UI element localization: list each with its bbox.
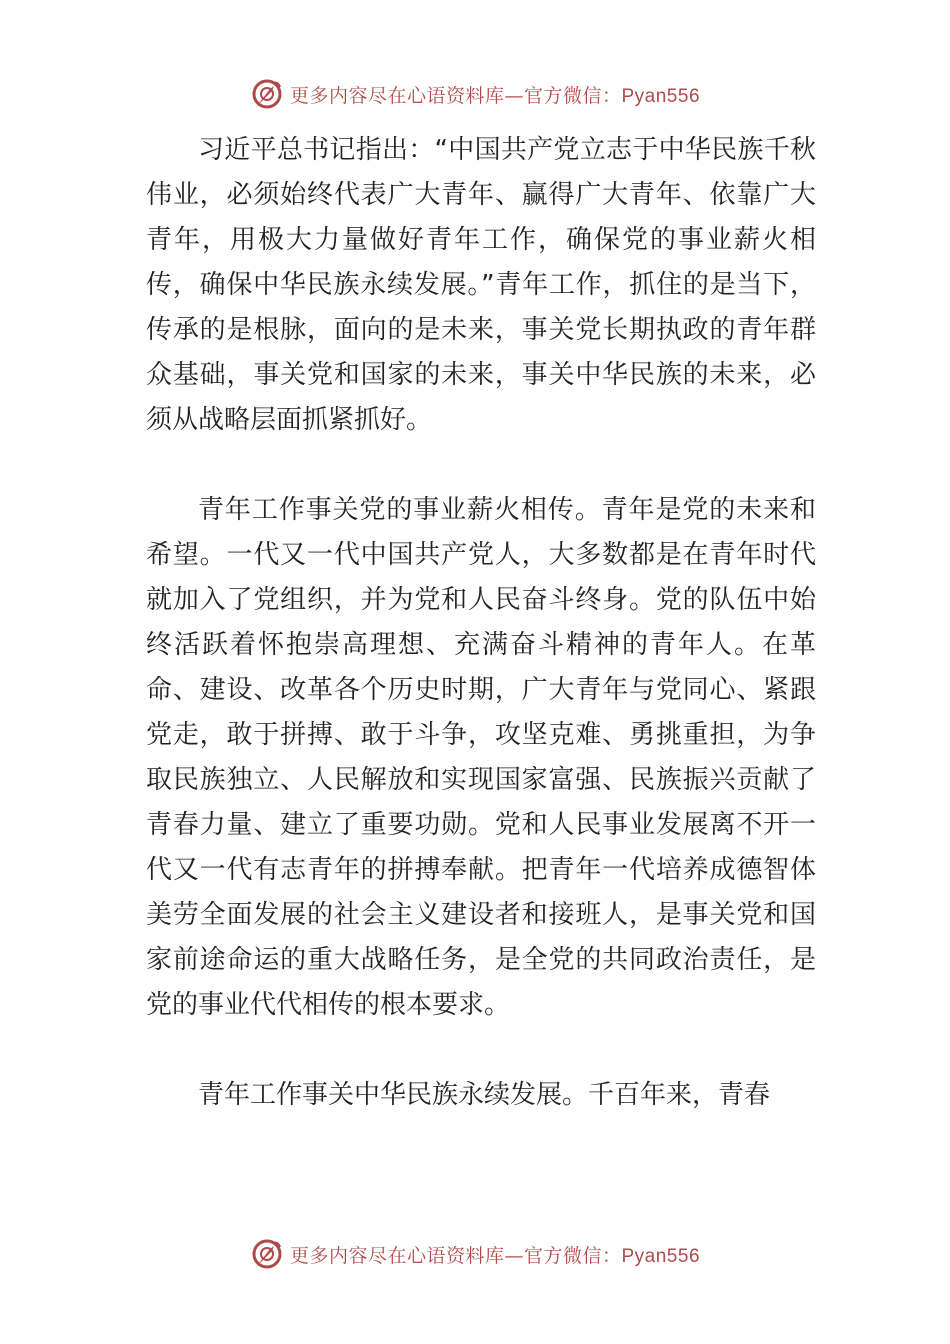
banner-text bbox=[290, 1241, 700, 1268]
paragraph-3: 青年工作事关中华民族永续发展。千百年来，青春 bbox=[198, 1080, 771, 1110]
header-watermark-banner bbox=[0, 74, 950, 114]
paragraph-2: 青年工作事关党的事业薪火相传。青年是党的未来和希望。一代又一代中国共产党人，大多数都是在青年时代就加入了党组织，并为党和人民奋斗终身。党的队伍中始终活跃着怀抱崇高理想、充满奋斗精神的青年人。在革命、建设、改革各个历史时期，广大青年与党同心、紧跟党走，敢于拼搏、敢于斗争，攻坚克难、勇挑重担，为争取民族独立、人民解放和实现国家富强、民族振兴贡献了青春力量、建立了重要功勋。党和人民事业发展离不开一代又一代有志青年的拼搏奉献。把青年一代培养成德智体美劳全面发展的社会主义建设者和接班人，是事关党和国家前途命运的重大战略任务，是全党的共同政治责任，是党的事业代代相传的根本要求。 bbox=[146, 495, 816, 1020]
paragraph-1: 习近平总书记指出：“中国共产党立志于中华民族千秋伟业，必须始终代表广大青年、赢得广大青年、依靠广大青年，用极大力量做好青年工作，确保党的事业薪火相传，确保中华民族永续发展。”青年工作，抓住的是当下，传承的是根脉，面向的是未来，事关党长期执政的青年群众基础，事关党和国家的未来，事关中华民族的未来，必须从战略层面抓紧抓好。 bbox=[146, 135, 816, 435]
brush-logo-icon bbox=[250, 1237, 284, 1271]
brush-logo-icon bbox=[250, 77, 284, 111]
banner-wechat-id: Pyan556 bbox=[621, 85, 701, 107]
banner-text bbox=[290, 81, 700, 108]
banner-wechat-id: Pyan556 bbox=[621, 1245, 701, 1267]
banner-caption: 更多内容尽在心语资料库—官方微信： bbox=[289, 1244, 622, 1267]
document-body bbox=[146, 128, 816, 1118]
footer-watermark-banner bbox=[0, 1234, 950, 1274]
banner-caption: 更多内容尽在心语资料库—官方微信： bbox=[289, 84, 622, 107]
